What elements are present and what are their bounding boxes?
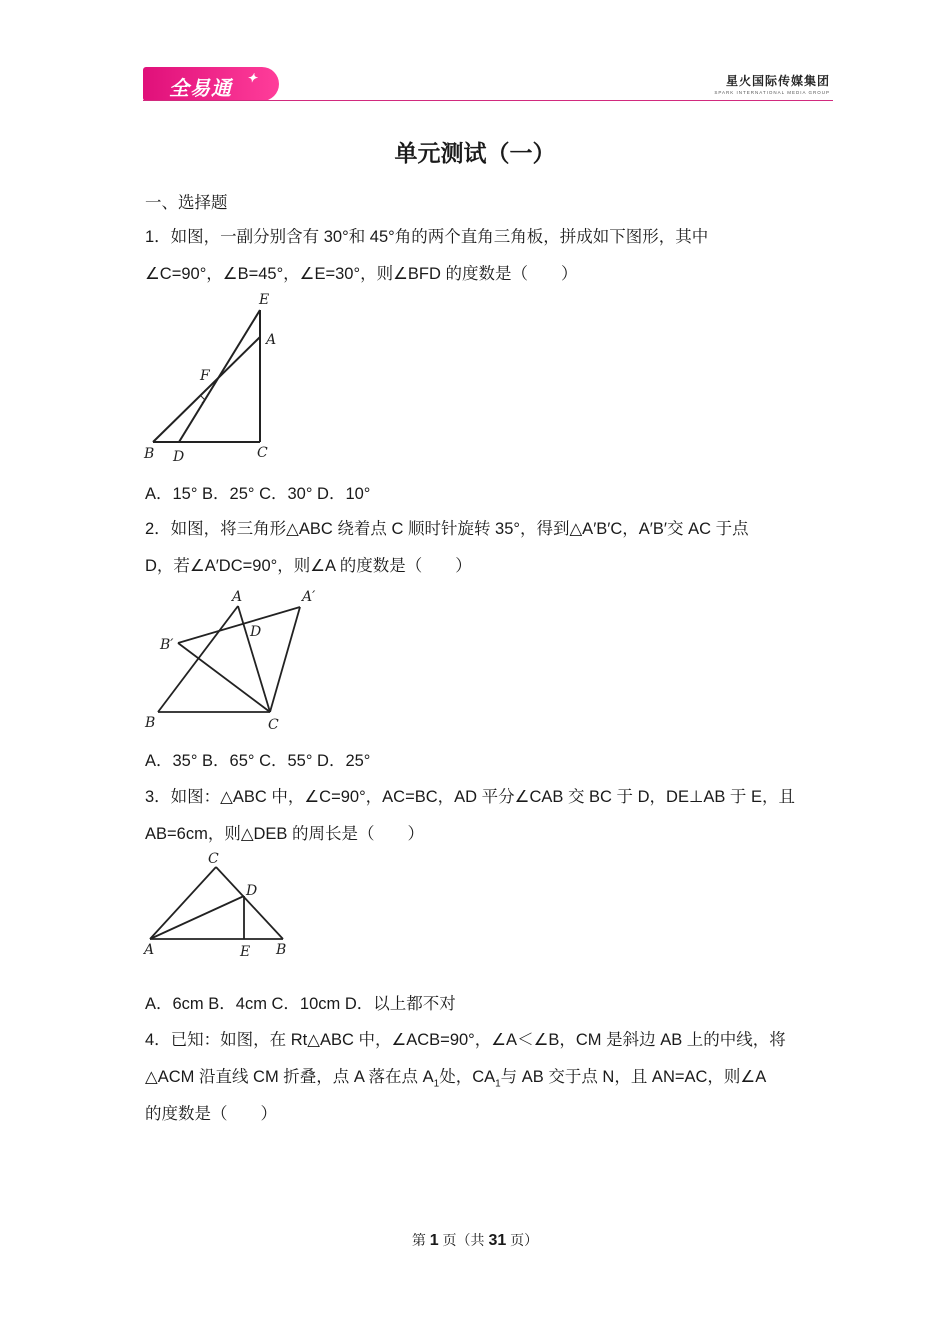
q3-line2: AB=6cm，则△DEB 的周长是（ ）	[145, 825, 425, 843]
brand-name: 星火国际传媒集团	[725, 74, 830, 88]
q4-line1: 4．已知：如图，在 Rt△ABC 中，∠ACB=90°，∠A＜∠B，CM 是斜边 AB 上的中线，将	[145, 1031, 786, 1049]
q3-label-d: D	[246, 883, 258, 899]
q3-label-a: A	[144, 942, 155, 958]
q2-line2: D，若∠A′DC=90°，则∠A 的度数是（ ）	[145, 557, 472, 575]
q3-label-c: C	[208, 851, 219, 867]
q3-seg-ac	[150, 867, 216, 939]
logo-text: 全易通	[169, 76, 232, 100]
q4-subscript-2: 1	[495, 1078, 501, 1090]
q1-label-e: E	[259, 292, 270, 308]
q1-seg-de	[179, 310, 260, 442]
q1-label-b: B	[144, 446, 155, 462]
q1-label-f: F	[200, 368, 210, 384]
total-pages: 31	[488, 1232, 507, 1249]
q4-line2-part1: △ACM 沿直线 CM 折叠，点 A 落在点 A	[145, 1068, 434, 1086]
q2-line1: 2．如图，将三角形△ABC 绕着点 C 顺时针旋转 35°，得到△A′B′C，A′B′交 AC 于点	[145, 520, 749, 538]
q2-figure	[140, 585, 330, 735]
q3-line1: 3．如图：△ABC 中，∠C=90°，AC=BC，AD 平分∠CAB 交 BC 于 D，DE⊥AB 于 E，且	[145, 788, 796, 806]
q1-options: A．15° B．25° C．30° D．10°	[145, 485, 371, 503]
q2-seg-a1c	[270, 607, 300, 712]
q3-label-e: E	[240, 944, 251, 960]
brand	[714, 72, 830, 95]
q2-seg-ac	[238, 606, 270, 712]
q4-line2	[145, 1063, 766, 1089]
q2-options: A．35° B．65° C．55° D．25°	[145, 752, 371, 770]
q2-label-b: B	[145, 715, 156, 731]
q4-subscript-1: 1	[433, 1078, 440, 1090]
footer-prefix: 第	[411, 1232, 430, 1248]
q1-seg-ba	[153, 337, 260, 442]
q1-figure	[140, 290, 290, 468]
q2-label-a1: A′	[302, 589, 316, 605]
logo	[143, 67, 279, 101]
sparkle-icon: ✦	[247, 71, 259, 85]
q3-figure	[140, 848, 300, 963]
q2-label-a: A	[232, 589, 243, 605]
q2-label-c: C	[268, 717, 279, 733]
brand-name-en: SPARK INTERNATIONAL MEDIA GROUP	[714, 90, 830, 95]
q4-line2-part3: 与 AB 交于点 N，且 AN=AC，则∠A	[500, 1068, 767, 1086]
q2-seg-b1c	[178, 643, 270, 712]
q4-line3: 的度数是（ ）	[145, 1105, 277, 1123]
section-heading: 一、选择题	[145, 194, 228, 212]
q2-label-d: D	[250, 624, 262, 640]
header-divider	[143, 100, 833, 101]
q3-seg-ad	[150, 896, 244, 939]
q2-label-b1: B′	[160, 637, 174, 653]
page-title: 单元测试（一）	[394, 141, 556, 167]
q1-line2: ∠C=90°，∠B=45°，∠E=30°，则∠BFD 的度数是（ ）	[145, 265, 578, 283]
q1-label-c: C	[257, 445, 268, 461]
q1-label-a: A	[266, 332, 277, 348]
page-footer	[0, 1230, 950, 1250]
q3-seg-cb	[216, 867, 283, 939]
footer-suffix: 页）	[506, 1232, 539, 1248]
footer-mid: 页（共	[438, 1232, 489, 1248]
q1-line1: 1．如图，一副分别含有 30°和 45°角的两个直角三角板，拼成如下图形，其中	[145, 228, 709, 246]
page-number: 1	[429, 1232, 439, 1249]
q4-line2-part2: 处，CA	[439, 1068, 496, 1086]
q3-options: A．6cm B．4cm C．10cm D．以上都不对	[145, 995, 456, 1013]
q3-label-b: B	[276, 942, 287, 958]
q1-label-d: D	[173, 449, 185, 465]
